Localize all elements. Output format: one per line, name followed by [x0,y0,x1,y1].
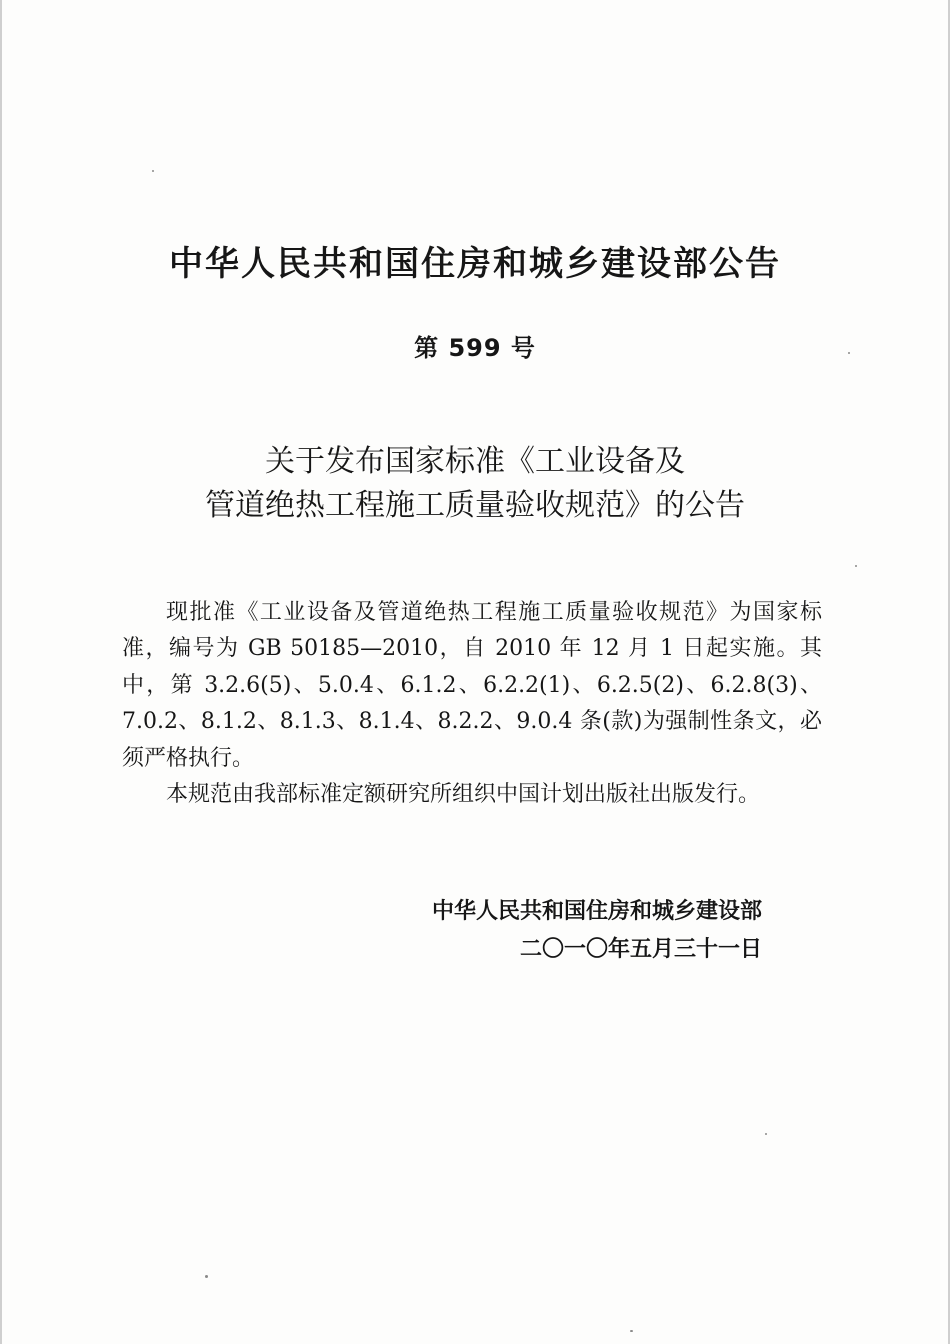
scan-speck [848,352,850,354]
announcement-title: 中华人民共和国住房和城乡建设部公告 [169,244,781,284]
scan-speck [205,1275,208,1278]
scan-speck [152,170,154,172]
subtitle-line-1: 关于发布国家标准《工业设备及 [265,444,685,479]
scan-speck [630,1330,633,1332]
issue-date: 二〇一〇年五月三十一日 [519,937,762,962]
scan-speck [855,565,857,567]
scan-speck [765,1133,767,1135]
body-paragraph-2: 本规范由我部标准定额研究所组织中国计划出版社出版发行。 [166,782,761,808]
signature-block [432,893,762,969]
issuer-name: 中华人民共和国住房和城乡建设部 [431,899,762,924]
left-page-edge [0,0,2,1344]
announcement-body [122,595,822,813]
subtitle-line-2: 管道绝热工程施工质量验收规范》的公告 [205,488,745,523]
announcement-subtitle [0,440,950,528]
announcement-number: 第 599 号 [414,334,536,362]
body-paragraph-1: 现批准《工业设备及管道绝热工程施工质量验收规范》为国家标准，编号为 GB 50185—2010，自 2010 年 12 月 1 日起实施。其中，第 3.2.6(5)、5.0.4、6.1.2、6.2.2(1)、6.2.5(2)、6.2.8(3)、7.0.2、8.1.2、8.1.3、8.1.4、8.2.2、9.0.4 条(款)为强制性条文，必须严格执行。 [122,600,822,771]
